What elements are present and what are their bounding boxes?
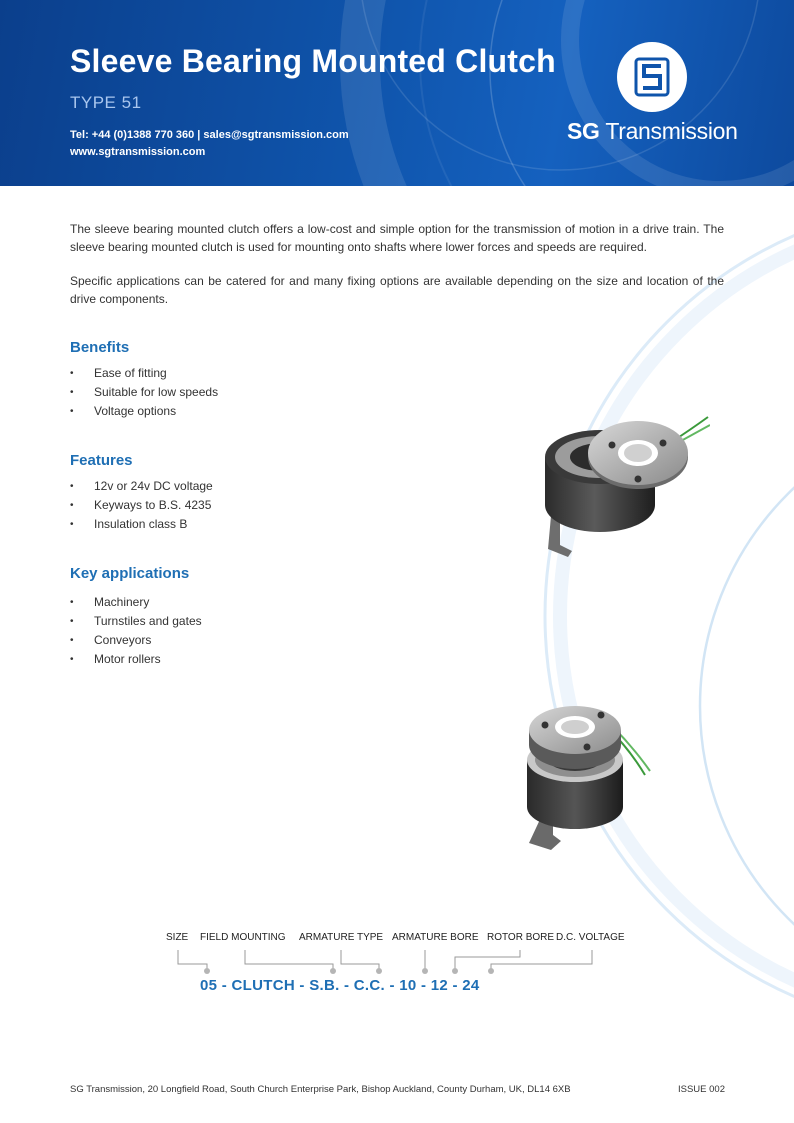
label-rotor-bore: ROTOR BORE bbox=[487, 932, 555, 943]
footer-address: SG Transmission, 20 Longfield Road, South Church Enterprise Park, Bishop Auckland, County Durham, UK, DL14 6XB bbox=[70, 1084, 571, 1095]
contact-info bbox=[70, 127, 349, 161]
features-heading: Features bbox=[70, 452, 133, 469]
label-armature-bore: ARMATURE BORE bbox=[392, 932, 479, 943]
company-logo-icon bbox=[617, 42, 687, 112]
list-item: • Ease of fitting bbox=[70, 364, 218, 383]
label-armature-type: ARMATURE TYPE bbox=[299, 932, 384, 943]
page-title: Sleeve Bearing Mounted Clutch bbox=[70, 43, 556, 79]
benefits-list bbox=[70, 364, 218, 421]
list-item: • Voltage options bbox=[70, 402, 218, 421]
contact-phone-email: Tel: +44 (0)1388 770 360 | sales@sgtransmission.com bbox=[70, 129, 349, 141]
contact-website: www.sgtransmission.com bbox=[70, 146, 206, 158]
label-field-mounting: FIELD MOUNTING bbox=[200, 932, 286, 943]
list-item: • Motor rollers bbox=[70, 650, 202, 669]
page-subtitle: TYPE 51 bbox=[70, 93, 142, 112]
benefits-heading: Benefits bbox=[70, 339, 130, 356]
list-item: • Turnstiles and gates bbox=[70, 612, 202, 631]
part-number-code: 05 - CLUTCH - S.B. - C.C. - 10 - 12 - 24 bbox=[200, 977, 480, 994]
company-logo-text: SG Transmission bbox=[567, 118, 738, 144]
label-size: SIZE bbox=[166, 932, 189, 943]
list-item: • Suitable for low speeds bbox=[70, 383, 218, 402]
list-item: • Conveyors bbox=[70, 631, 202, 650]
clutch-product-image-2 bbox=[515, 685, 655, 850]
list-item: • 12v or 24v DC voltage bbox=[70, 477, 213, 496]
part-number-connector-lines bbox=[0, 940, 794, 980]
applications-list bbox=[70, 593, 202, 669]
list-item: • Machinery bbox=[70, 593, 202, 612]
clutch-product-image-1 bbox=[530, 405, 710, 560]
footer-issue: ISSUE 002 bbox=[678, 1084, 725, 1095]
header-banner bbox=[0, 0, 794, 186]
intro-paragraph-2: Specific applications can be catered for and many fixing options are available depending on the size and location of the drive components. bbox=[70, 274, 724, 306]
label-dc-voltage: D.C. VOLTAGE bbox=[556, 932, 625, 943]
applications-heading: Key applications bbox=[70, 565, 190, 582]
intro-paragraph-1: The sleeve bearing mounted clutch offers a low-cost and simple option for the transmission of motion in a drive train. The sleeve bearing mounted clutch is used for mounting onto shafts where lower forces and speeds are required. bbox=[70, 222, 724, 254]
features-list bbox=[70, 477, 213, 534]
list-item: • Insulation class B bbox=[70, 515, 213, 534]
list-item: • Keyways to B.S. 4235 bbox=[70, 496, 213, 515]
